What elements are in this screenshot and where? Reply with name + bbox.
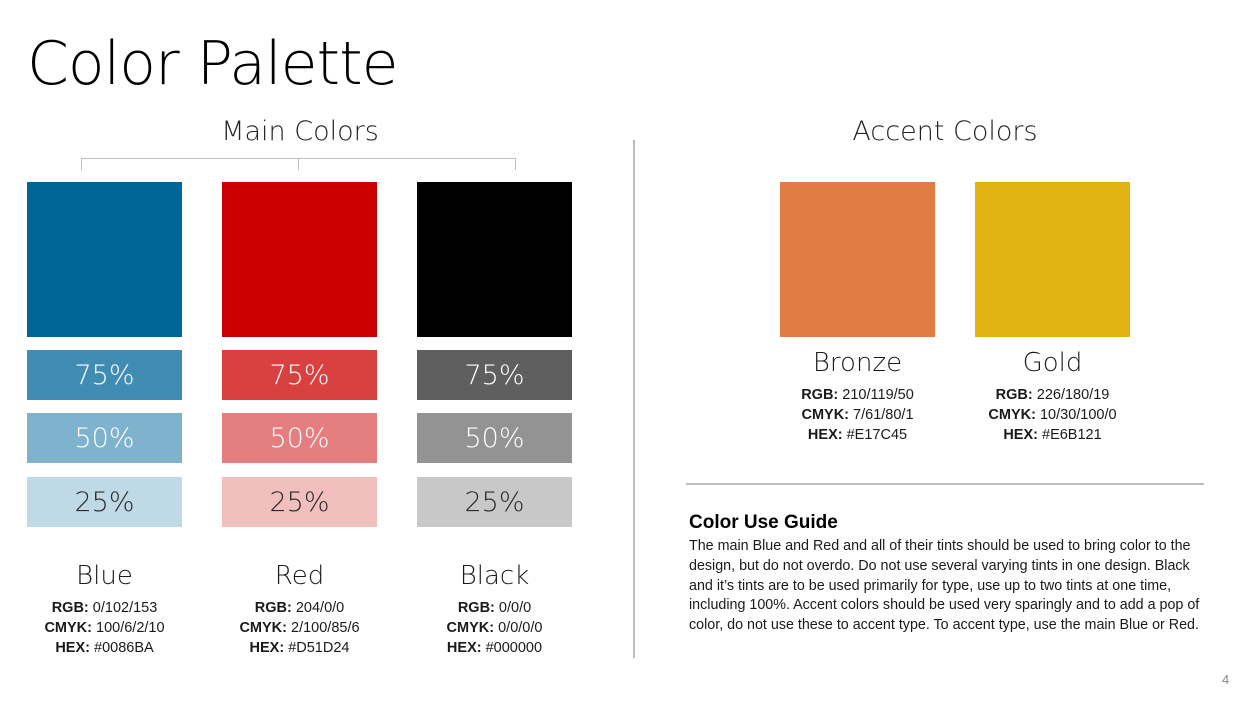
horizontal-divider: [686, 483, 1204, 485]
black-tint-75: 75%: [417, 350, 572, 400]
gold-swatch: [975, 182, 1130, 337]
gold-rgb-line: [955, 385, 1150, 405]
page-title: Color Palette: [27, 29, 398, 99]
guide-title: Color Use Guide: [689, 512, 838, 533]
black-cmyk-value: 0/0/0/0: [498, 620, 543, 636]
bronze-name: Bronze: [812, 348, 903, 378]
bronze-hex-value: #E17C45: [846, 427, 908, 443]
gold-cmyk-label: CMYK:: [988, 407, 1036, 423]
black-name: Black: [459, 561, 530, 591]
gold-name: Gold: [1022, 348, 1083, 378]
blue-tint-75: 75%: [27, 350, 182, 400]
red-rgb-line: [202, 598, 397, 618]
red-cmyk-line: [202, 618, 397, 638]
red-hex-value: #D51D24: [288, 640, 350, 656]
gold-hex-value: #E6B121: [1042, 427, 1102, 443]
blue-hex-value: #0086BA: [94, 640, 154, 656]
blue-tint-25: 25%: [27, 477, 182, 527]
bronze-swatch: [780, 182, 935, 337]
vertical-divider: [633, 140, 635, 658]
red-rgb-label: RGB:: [254, 600, 292, 616]
black-tint-50: 50%: [417, 413, 572, 463]
blue-tint-50: 50%: [27, 413, 182, 463]
bronze-specs: [760, 385, 955, 445]
blue-name: Blue: [76, 561, 133, 591]
main-colors-bracket-center: [298, 158, 299, 170]
blue-rgb-value: 0/102/153: [92, 600, 158, 616]
red-hex-label: HEX:: [249, 640, 285, 656]
black-rgb-line: [397, 598, 592, 618]
blue-rgb-label: RGB:: [51, 600, 89, 616]
blue-specs: [7, 598, 202, 658]
bronze-cmyk-value: 7/61/80/1: [853, 407, 914, 423]
blue-hex-label: HEX:: [55, 640, 90, 656]
red-name: Red: [274, 561, 325, 591]
bronze-rgb-value: 210/119/50: [842, 387, 914, 403]
blue-cmyk-label: CMYK:: [44, 620, 92, 636]
accent-colors-heading: Accent Colors: [852, 116, 1038, 147]
gold-cmyk-line: [955, 405, 1150, 425]
black-swatch: [417, 182, 572, 337]
red-swatch: [222, 182, 377, 337]
red-tint-25: 25%: [222, 477, 377, 527]
red-specs: [202, 598, 397, 658]
gold-specs: [955, 385, 1150, 445]
bronze-rgb-line: [760, 385, 955, 405]
black-tint-25: 25%: [417, 477, 572, 527]
bronze-hex-line: [760, 425, 955, 445]
bronze-rgb-label: RGB:: [801, 387, 839, 403]
bronze-cmyk-label: CMYK:: [801, 407, 849, 423]
red-rgb-value: 204/0/0: [295, 600, 345, 616]
black-hex-label: HEX:: [446, 640, 482, 656]
page-number: 4: [1222, 672, 1230, 687]
red-tint-75: 75%: [222, 350, 377, 400]
black-cmyk-label: CMYK:: [446, 620, 495, 636]
red-hex-line: [202, 638, 397, 658]
guide-body: The main Blue and Red and all of their tints should be used to bring color to the design, but do not overdo. Do not use several varying tints in one design. Black and it’s tints are to be used primarily for type, use up to two tints at one time, including 100%. Accent colors should be used very sparingly and to add a pop of color, do not use these to accent type. To accent type, use the main Blue or Red.: [689, 538, 1200, 634]
black-specs: [397, 598, 592, 658]
red-cmyk-label: CMYK:: [239, 620, 287, 636]
red-tint-50: 50%: [222, 413, 377, 463]
gold-cmyk-value: 10/30/100/0: [1039, 407, 1117, 423]
gold-rgb-label: RGB:: [995, 387, 1033, 403]
gold-hex-line: [955, 425, 1150, 445]
gold-rgb-value: 226/180/19: [1036, 387, 1110, 403]
blue-hex-line: [7, 638, 202, 658]
blue-rgb-line: [7, 598, 202, 618]
bronze-cmyk-line: [760, 405, 955, 425]
blue-cmyk-line: [7, 618, 202, 638]
black-hex-line: [397, 638, 592, 658]
black-hex-value: #000000: [485, 640, 543, 656]
blue-swatch: [27, 182, 182, 337]
gold-hex-label: HEX:: [1003, 427, 1038, 443]
black-cmyk-line: [397, 618, 592, 638]
black-rgb-value: 0/0/0: [498, 600, 532, 616]
main-colors-heading: Main Colors: [221, 116, 379, 147]
blue-cmyk-value: 100/6/2/10: [96, 620, 165, 636]
red-cmyk-value: 2/100/85/6: [291, 620, 360, 636]
bronze-hex-label: HEX:: [807, 427, 843, 443]
black-rgb-label: RGB:: [457, 600, 495, 616]
